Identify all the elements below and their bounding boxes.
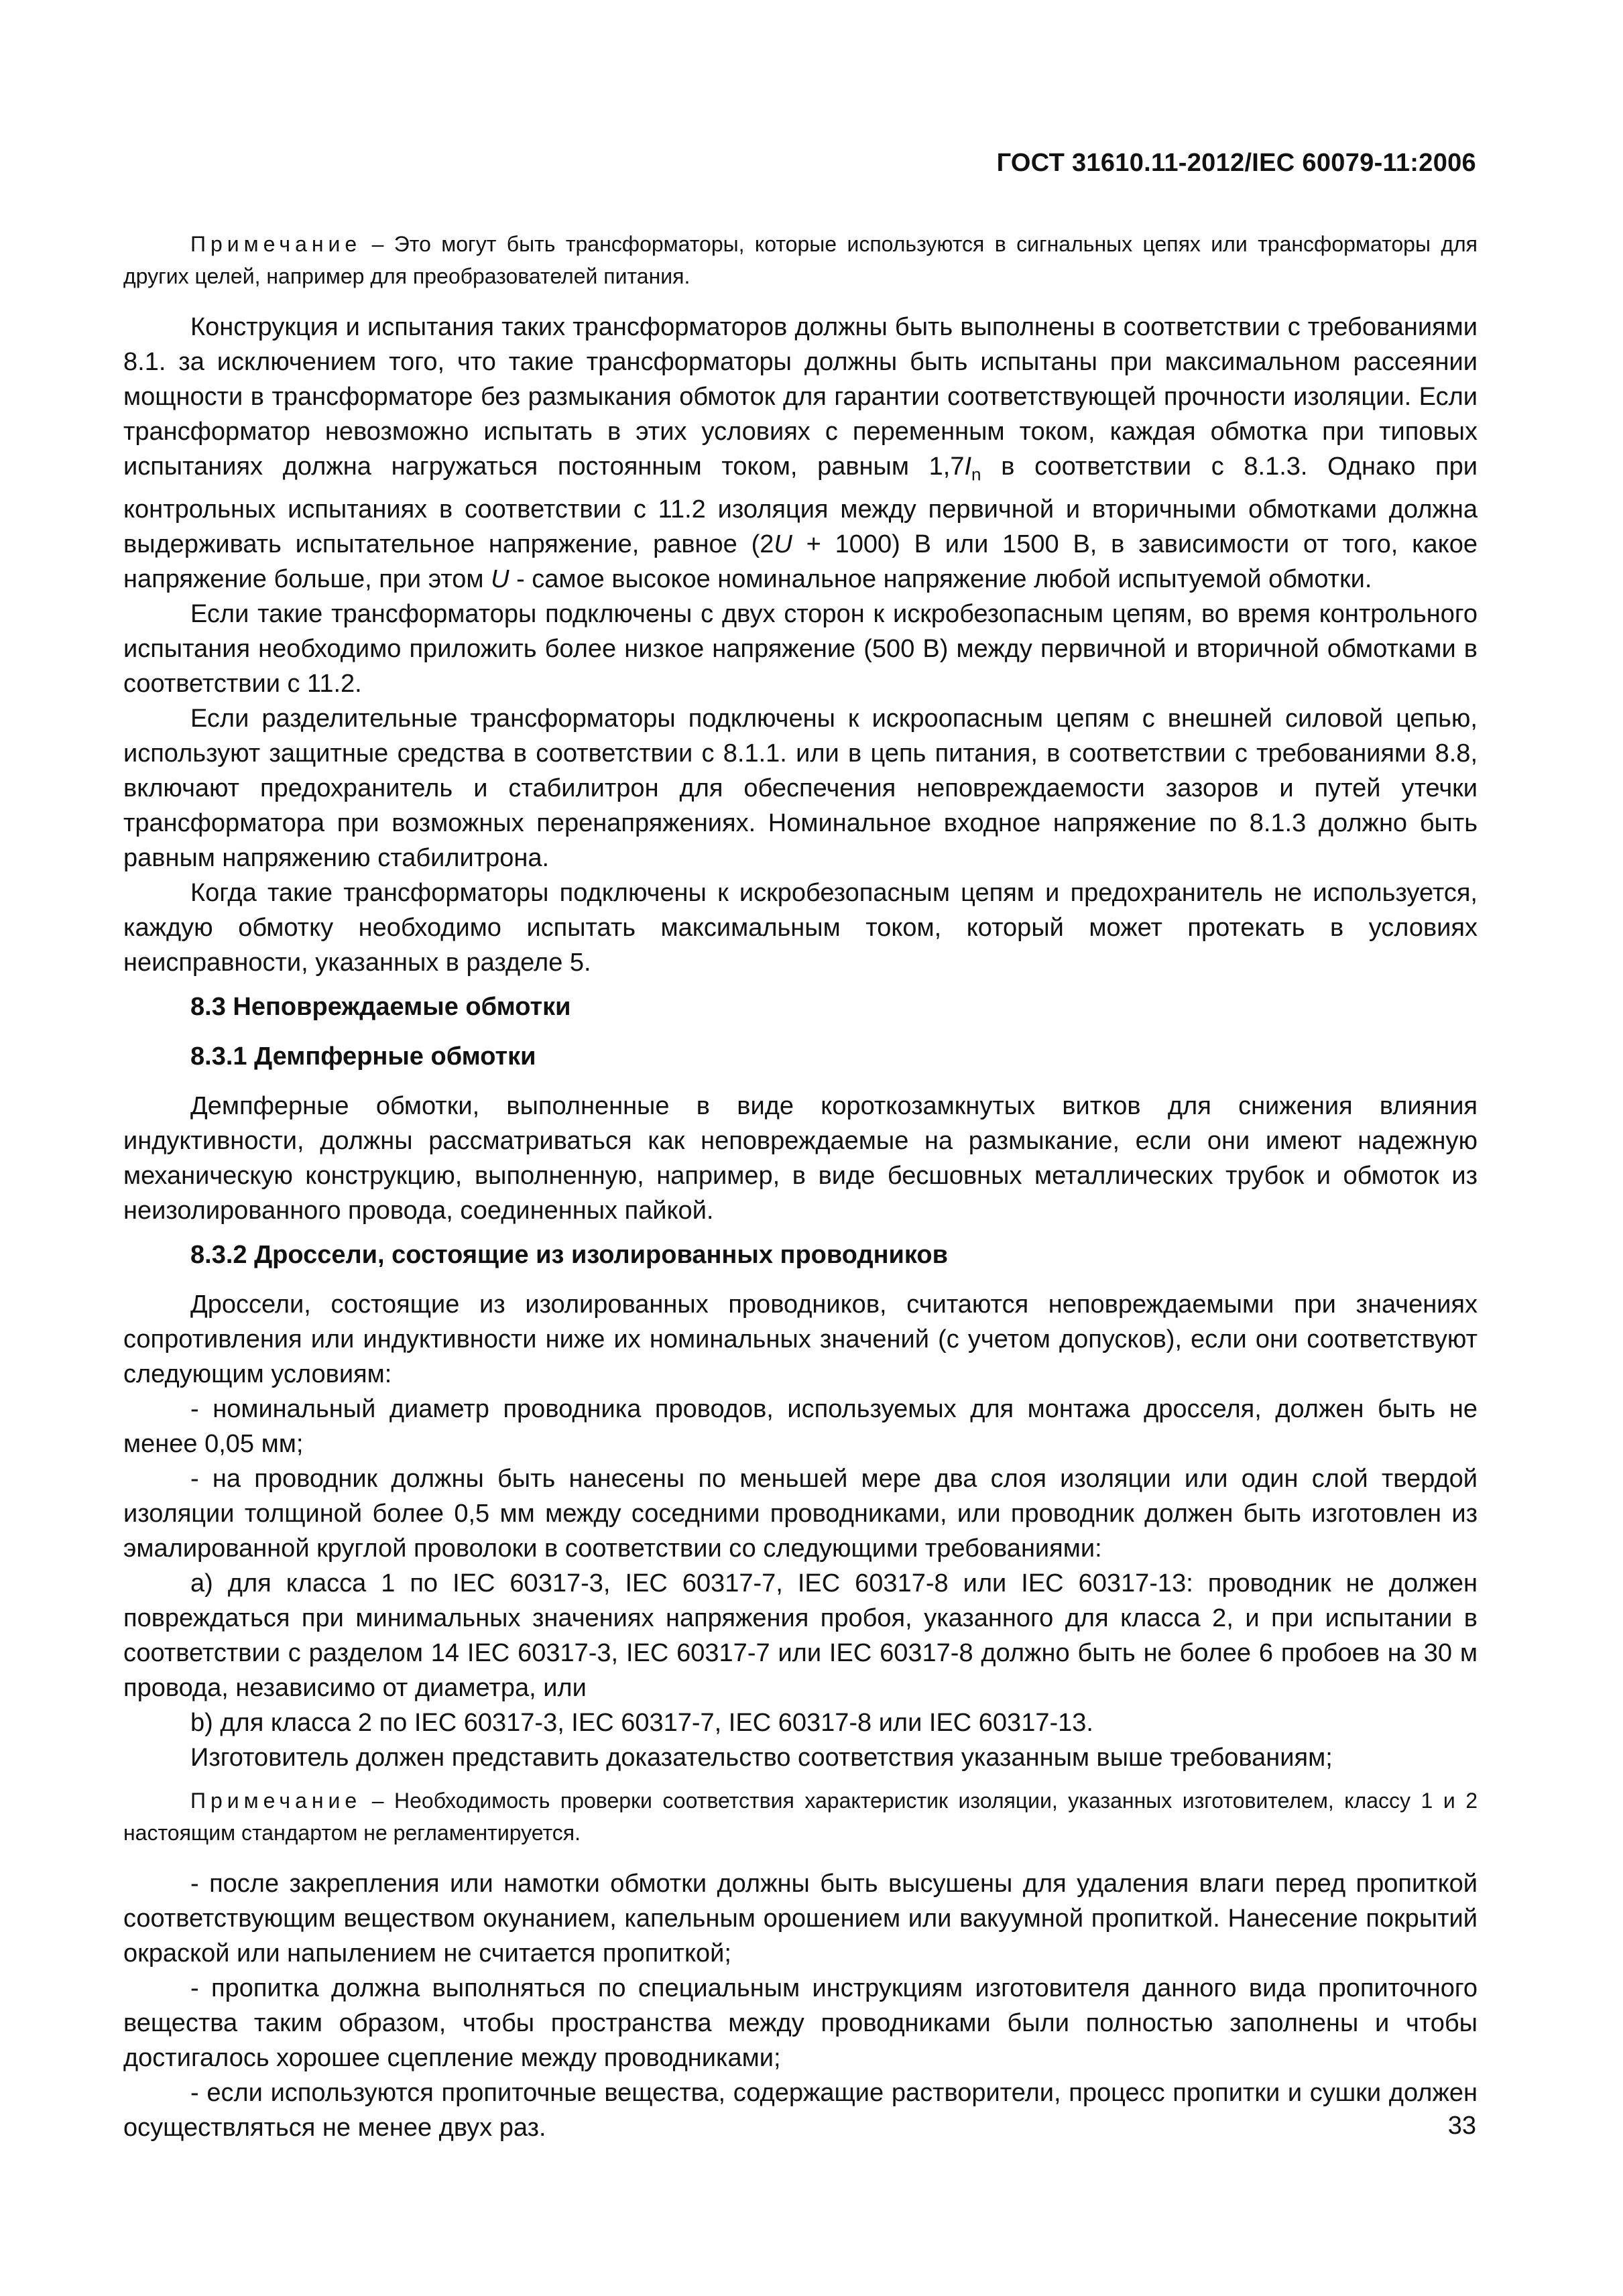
- section-heading-8-3-1: 8.3.1 Демпферные обмотки: [190, 1042, 536, 1071]
- section-heading-8-3-2: 8.3.2 Дроссели, состоящие из изолированных проводников: [190, 1240, 948, 1269]
- paragraph-11: Изготовитель должен представить доказательство соответствия указанным выше требованиям;: [190, 1743, 1333, 1772]
- note-1-label: Примечание: [190, 232, 362, 256]
- symbol-U: U: [491, 564, 509, 593]
- paragraph-1-part-d: - самое высокое номинальное напряжение любой испытуемой обмотки.: [509, 564, 1372, 593]
- symbol-I: I: [964, 452, 972, 481]
- note-2-label: Примечание: [190, 1788, 362, 1813]
- paragraph-8: - на проводник должны быть нанесены по меньшей мере два слоя изоляции или один слой твердой изоляции толщиной более 0,5 мм между соседними проводниками, или проводник должен быть изготовлен из эмалированной круглой проволоки в соответствии со следующими требованиями:: [123, 1464, 1478, 1563]
- paragraph-9: а) для класса 1 по IEC 60317-3, IEC 60317-7, IEC 60317-8 или IEC 60317-13: проводник не должен повреждаться при минимальных значениях напряжения пробоя, указанного для класса 2, и при испытании в соответствии с разделом 14 IEC 60317-3, IEC 60317-7 или IEC 60317-8 должно быть не более 6 пробоев на 30 м провода, независимо от диаметра, или: [123, 1569, 1478, 1702]
- paragraph-1-part-b: в соответствии с 8.1.3. Однако при контрольных испытаниях в соответствии с 11.2 изоляция между первичной и вторичными обмотками должна выдерживать испытательное напряжение, равное (2: [123, 452, 1478, 558]
- page-number: 33: [1447, 2112, 1476, 2140]
- paragraph-1-part-c: + 1000) В или 1500 В, в зависимости от того, какое напряжение больше, при этом: [123, 530, 1478, 593]
- paragraph-5: Демпферные обмотки, выполненные в виде короткозамкнутых витков для снижения влияния индуктивности, должны рассматриваться как неповреждаемые на размыкание, если они имеют надежную механическую конструкцию, выполненную, например, в виде бесшовных металлических трубок и обмоток из неизолированного провода, соединенных пайкой.: [123, 1091, 1478, 1225]
- paragraph-1: [123, 310, 1478, 597]
- document-header: ГОСТ 31610.11-2012/IEC 60079-11:2006: [996, 149, 1476, 177]
- paragraph-1-part-a: Конструкция и испытания таких трансформаторов должны быть выполнены в соответствии с требованиями 8.1. за исключением того, что такие трансформаторы должны быть испытаны при максимальном рассеянии мощности в трансформаторе без размыкания обмоток для гарантии соответствующей прочности изоляции. Если трансформатор невозможно испытать в этих условиях с переменным током, каждая обмотка при типовых испытаниях должна нагружаться постоянным током, равным 1,7: [123, 313, 1478, 481]
- paragraph-10: b) для класса 2 по IEC 60317-3, IEC 60317-7, IEC 60317-8 или IEC 60317-13.: [190, 1708, 1093, 1737]
- section-heading-8-3: 8.3 Неповреждаемые обмотки: [190, 992, 571, 1021]
- paragraph-13: - пропитка должна выполняться по специальным инструкциям изготовителя данного вида пропиточного вещества таким образом, чтобы пространства между проводниками были полностью заполнены и чтобы достигалось хорошее сцепление между проводниками;: [123, 1974, 1478, 2072]
- paragraph-4: Когда такие трансформаторы подключены к искробезопасным цепям и предохранитель не используется, каждую обмотку необходимо испытать максимальным током, который может протекать в условиях неисправности, указанных в разделе 5.: [123, 878, 1478, 977]
- paragraph-2: Если такие трансформаторы подключены с двух сторон к искробезопасным цепям, во время контрольного испытания необходимо приложить более низкое напряжение (500 В) между первичной и вторичной обмотками в соответствии с 11.2.: [123, 599, 1478, 698]
- note-1: [123, 228, 1478, 292]
- symbol-n: n: [971, 464, 981, 485]
- symbol-U: U: [774, 530, 792, 558]
- note-2-text: – Необходимость проверки соответствия характеристик изоляции, указанных изготовителем, классу 1 и 2 настоящим стандартом не регламентируется.: [123, 1788, 1478, 1845]
- paragraph-14: - если используются пропиточные вещества, содержащие растворители, процесс пропитки и сушки должен осуществляться не менее двух раз.: [123, 2078, 1478, 2142]
- paragraph-6: Дроссели, состоящие из изолированных проводников, считаются неповреждаемыми при значениях сопротивления или индуктивности ниже их номинальных значений (с учетом допусков), если они соответствуют следующим условиям:: [123, 1290, 1478, 1388]
- paragraph-7: - номинальный диаметр проводника проводов, используемых для монтажа дросселя, должен быть не менее 0,05 мм;: [123, 1394, 1478, 1458]
- paragraph-12: - после закрепления или намотки обмотки должны быть высушены для удаления влаги перед пропиткой соответствующим веществом окунанием, капельным орошением или вакуумной пропиткой. Нанесение покрытий окраской или напылением не считается пропиткой;: [123, 1869, 1478, 1968]
- document-body: [123, 228, 1478, 2145]
- note-2: [123, 1785, 1478, 1849]
- paragraph-3: Если разделительные трансформаторы подключены к искроопасным цепям с внешней силовой цепью, используют защитные средства в соответствии с 8.1.1. или в цепь питания, в соответствии с требованиями 8.8, включают предохранитель и стабилитрон для обеспечения неповреждаемости зазоров и путей утечки трансформатора при возможных перенапряжениях. Номинальное входное напряжение по 8.1.3 должно быть равным напряжению стабилитрона.: [123, 704, 1478, 872]
- note-1-text: – Это могут быть трансформаторы, которые используются в сигнальных цепях или трансформаторы для других целей, например для преобразователей питания.: [123, 232, 1478, 288]
